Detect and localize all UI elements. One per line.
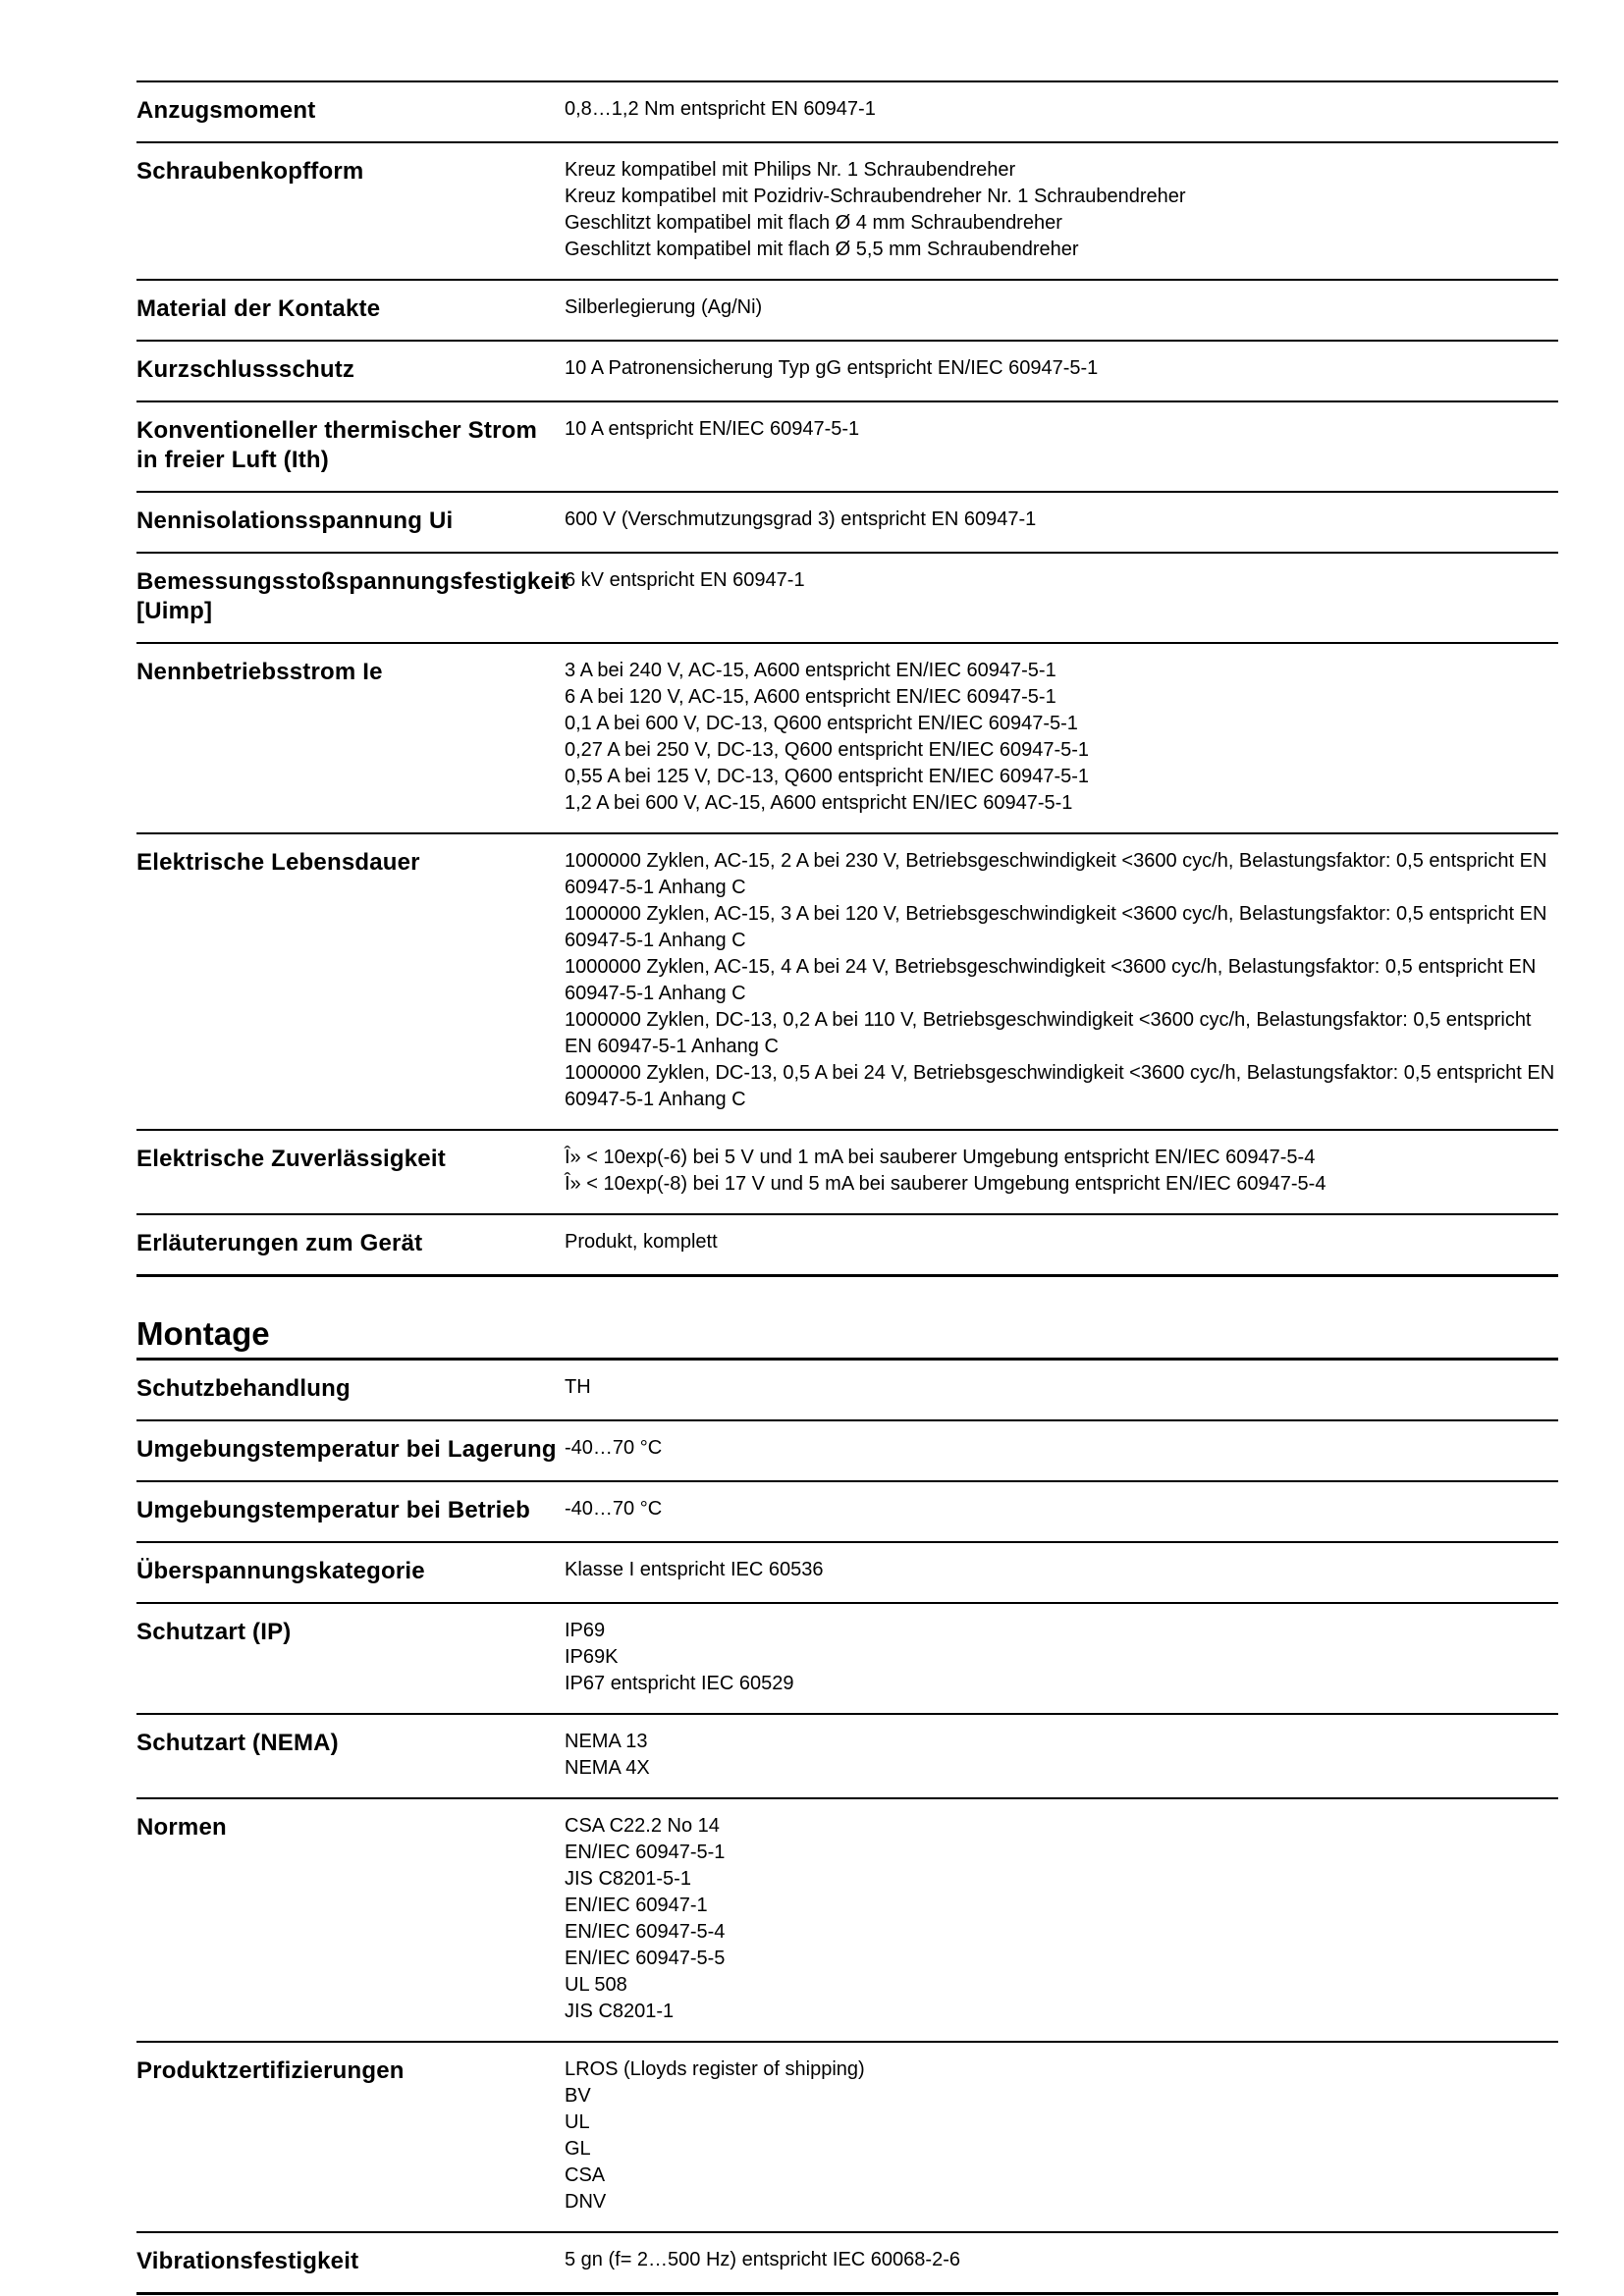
spec-label: Schutzart (IP): [136, 1619, 292, 1645]
spec-value-line: DNV: [565, 2191, 607, 2213]
spec-value: [565, 355, 1558, 385]
spec-row: [136, 1361, 1558, 1419]
spec-value-line: GL: [565, 2138, 591, 2160]
spec-row: [136, 1213, 1558, 1277]
spec-value: [565, 294, 1558, 324]
spec-value: [565, 1557, 1558, 1586]
spec-value-line: Geschlitzt kompatibel mit flach Ø 4 mm Schraubendreher: [565, 212, 1062, 234]
spec-row: [136, 279, 1558, 340]
spec-value-line: 10 A Patronensicherung Typ gG entspricht EN/IEC 60947-5-1: [565, 357, 1099, 379]
spec-label: Erläuterungen zum Gerät: [136, 1230, 423, 1256]
spec-label: Schraubenkopfform: [136, 158, 364, 185]
spec-value: [565, 1496, 1558, 1525]
spec-value-line: UL 508: [565, 1974, 627, 1996]
spec-row: [136, 1602, 1558, 1713]
spec-value-line: JIS C8201-1: [565, 2001, 675, 2022]
spec-value-line: 10 A entspricht EN/IEC 60947-5-1: [565, 418, 860, 440]
spec-row: [136, 491, 1558, 552]
spec-value-line: Silberlegierung (Ag/Ni): [565, 296, 763, 318]
section-gap: [136, 1277, 1558, 1314]
spec-row: [136, 552, 1558, 642]
spec-value: [565, 416, 1558, 475]
spec-value-line: NEMA 13: [565, 1731, 648, 1752]
spec-row: [136, 141, 1558, 279]
spec-row: [136, 1541, 1558, 1602]
spec-value: [565, 2247, 1558, 2276]
spec-label: Konventioneller thermischer Strom in freier Luft (Ith): [136, 417, 538, 473]
spec-value-line: Kreuz kompatibel mit Pozidriv-Schraubendreher Nr. 1 Schraubendreher: [565, 186, 1186, 207]
spec-value-line: Produkt, komplett: [565, 1231, 718, 1253]
spec-value: [565, 1618, 1558, 1697]
spec-label: Elektrische Zuverlässigkeit: [136, 1146, 446, 1172]
spec-value-line: Kreuz kompatibel mit Philips Nr. 1 Schraubendreher: [565, 159, 1016, 181]
spec-value-line: 0,27 A bei 250 V, DC-13, Q600 entspricht EN/IEC 60947-5-1: [565, 739, 1090, 761]
spec-label: Überspannungskategorie: [136, 1558, 425, 1584]
spec-value: [565, 1145, 1558, 1198]
spec-row: [136, 1713, 1558, 1797]
spec-label: Umgebungstemperatur bei Betrieb: [136, 1497, 530, 1523]
spec-value: [565, 507, 1558, 536]
spec-label: Bemessungsstoßspannungsfestigkeit [Uimp]: [136, 568, 569, 624]
spec-value-line: 3 A bei 240 V, AC-15, A600 entspricht EN/IEC 60947-5-1: [565, 660, 1056, 681]
spec-value-line: LROS (Lloyds register of shipping): [565, 2058, 865, 2080]
spec-value-line: 1000000 Zyklen, AC-15, 4 A bei 24 V, Betriebsgeschwindigkeit <3600 cyc/h, Belastungsfaktor: 0,5 entspricht EN 60947-5-1 Anhang C: [565, 956, 1537, 1004]
spec-label: Anzugsmoment: [136, 97, 316, 124]
spec-value-line: EN/IEC 60947-5-1: [565, 1842, 726, 1863]
section-title: Montage: [136, 1314, 1558, 1361]
spec-value: [565, 1374, 1558, 1404]
spec-value-line: EN/IEC 60947-5-4: [565, 1921, 726, 1943]
spec-row: [136, 1480, 1558, 1541]
spec-value-line: 1,2 A bei 600 V, AC-15, A600 entspricht EN/IEC 60947-5-1: [565, 792, 1073, 814]
spec-row: [136, 1129, 1558, 1213]
spec-label: Kurzschlussschutz: [136, 356, 355, 383]
spec-value: [565, 567, 1558, 626]
spec-label: Elektrische Lebensdauer: [136, 849, 420, 876]
spec-row: [136, 80, 1558, 141]
spec-sheet: [136, 80, 1558, 2295]
spec-label: Nennisolationsspannung Ui: [136, 507, 454, 534]
spec-row: [136, 642, 1558, 832]
spec-value-line: 6 A bei 120 V, AC-15, A600 entspricht EN/IEC 60947-5-1: [565, 686, 1056, 708]
spec-value-line: -40…70 °C: [565, 1498, 663, 1520]
spec-row: [136, 1419, 1558, 1480]
spec-value-line: 5 gn (f= 2…500 Hz) entspricht IEC 60068-2-6: [565, 2249, 960, 2270]
spec-label: Vibrationsfestigkeit: [136, 2248, 359, 2274]
spec-value-line: 1000000 Zyklen, DC-13, 0,5 A bei 24 V, Betriebsgeschwindigkeit <3600 cyc/h, Belastungsfaktor: 0,5 entspricht EN 60947-5-1 Anhang C: [565, 1062, 1555, 1110]
spec-value-line: 1000000 Zyklen, AC-15, 3 A bei 120 V, Betriebsgeschwindigkeit <3600 cyc/h, Belastungsfaktor: 0,5 entspricht EN 60947-5-1 Anhang C: [565, 903, 1547, 951]
spec-value-line: -40…70 °C: [565, 1437, 663, 1459]
spec-value-line: BV: [565, 2085, 591, 2107]
spec-value-line: NEMA 4X: [565, 1757, 650, 1779]
spec-value-line: IP69K: [565, 1646, 619, 1668]
spec-row: [136, 832, 1558, 1129]
spec-value-line: 600 V (Verschmutzungsgrad 3) entspricht EN 60947-1: [565, 508, 1037, 530]
spec-label: Nennbetriebsstrom Ie: [136, 659, 383, 685]
spec-value-line: 0,1 A bei 600 V, DC-13, Q600 entspricht EN/IEC 60947-5-1: [565, 713, 1078, 734]
spec-value-line: 0,55 A bei 125 V, DC-13, Q600 entspricht EN/IEC 60947-5-1: [565, 766, 1090, 787]
spec-value-line: EN/IEC 60947-5-5: [565, 1948, 726, 1969]
spec-row: [136, 1797, 1558, 2041]
spec-value: [565, 2056, 1558, 2216]
spec-value-line: 6 kV entspricht EN 60947-1: [565, 569, 805, 591]
spec-label: Normen: [136, 1814, 227, 1841]
spec-label: Produktzertifizierungen: [136, 2057, 405, 2084]
spec-value-line: IP69: [565, 1620, 606, 1641]
spec-value: [565, 1813, 1558, 2025]
spec-label: Schutzart (NEMA): [136, 1730, 339, 1756]
spec-label: Umgebungstemperatur bei Lagerung: [136, 1436, 557, 1463]
spec-value: [565, 1229, 1558, 1258]
spec-value-line: Klasse I entspricht IEC 60536: [565, 1559, 824, 1580]
spec-value-line: IP67 entspricht IEC 60529: [565, 1673, 794, 1694]
spec-value-line: CSA: [565, 2164, 606, 2186]
spec-value-line: Î» < 10exp(-8) bei 17 V und 5 mA bei sauberer Umgebung entspricht EN/IEC 60947-5-4: [565, 1173, 1326, 1195]
spec-value: [565, 658, 1558, 817]
spec-value: [565, 1729, 1558, 1782]
spec-value: [565, 96, 1558, 126]
spec-row: [136, 2041, 1558, 2231]
spec-value: [565, 1435, 1558, 1465]
spec-label: Schutzbehandlung: [136, 1375, 351, 1402]
spec-value-line: Î» < 10exp(-6) bei 5 V und 1 mA bei sauberer Umgebung entspricht EN/IEC 60947-5-4: [565, 1147, 1316, 1168]
spec-value-line: 1000000 Zyklen, AC-15, 2 A bei 230 V, Betriebsgeschwindigkeit <3600 cyc/h, Belastungsfaktor: 0,5 entspricht EN 60947-5-1 Anhang C: [565, 850, 1547, 898]
spec-value-line: UL: [565, 2111, 590, 2133]
spec-label: Material der Kontakte: [136, 295, 381, 322]
spec-value-line: JIS C8201-5-1: [565, 1868, 691, 1890]
spec-row: [136, 340, 1558, 400]
spec-value: [565, 848, 1558, 1113]
spec-value-line: CSA C22.2 No 14: [565, 1815, 720, 1837]
spec-value-line: EN/IEC 60947-1: [565, 1895, 708, 1916]
spec-value-line: Geschlitzt kompatibel mit flach Ø 5,5 mm Schraubendreher: [565, 239, 1079, 260]
spec-row: [136, 2231, 1558, 2295]
spec-value-line: TH: [565, 1376, 591, 1398]
spec-row: [136, 400, 1558, 491]
spec-value: [565, 157, 1558, 263]
spec-value-line: 1000000 Zyklen, DC-13, 0,2 A bei 110 V, Betriebsgeschwindigkeit <3600 cyc/h, Belastungsfaktor: 0,5 entspricht EN 60947-5-1 Anhang C: [565, 1009, 1532, 1057]
spec-value-line: 0,8…1,2 Nm entspricht EN 60947-1: [565, 98, 876, 120]
